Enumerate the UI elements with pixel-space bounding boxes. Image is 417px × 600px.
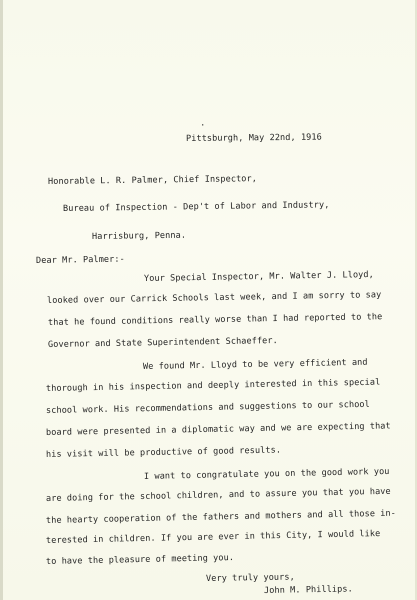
addressee-line-3: Harrisburg, Penna.	[91, 230, 187, 242]
body-line-2: looked over our Carrick Schools last week, and I am sorry to say	[46, 290, 382, 306]
ink-mark: ·	[200, 121, 206, 131]
addressee-line-1: Honorable L. R. Palmer, Chief Inspector,	[47, 174, 258, 187]
body-line-10: I want to congratulate you on the good work you	[143, 466, 390, 482]
body-line-4: Governor and State Superintendent Schaeffer.	[47, 335, 278, 350]
letter-date: Pittsburgh, May 22nd, 1916	[185, 132, 322, 144]
body-line-13: terested in children. If you are ever in this City, I would like	[45, 528, 381, 546]
page-edge-left	[0, 0, 3, 600]
body-line-14: to have the pleasure of meeting you.	[45, 553, 235, 567]
body-line-11: are doing for the school children, and to assure you that you have	[45, 486, 391, 504]
body-line-1: Your Special Inspector, Mr. Walter J. Lloyd,	[143, 269, 374, 284]
body-line-3: that he found conditions really worse than I had reported to the	[47, 312, 383, 328]
body-line-5: We found Mr. Lloyd to be very efficient and	[142, 357, 368, 372]
body-line-12: the hearty cooperation of the fathers and mothers and all those in-	[45, 508, 397, 526]
addressee-line-2: Bureau of Inspection - Dep't of Labor and Industry,	[62, 200, 330, 214]
body-line-8: board were presented in a diplomatic way and we are expecting that	[45, 421, 391, 438]
letter-signature: John M. Phillips.	[263, 584, 353, 596]
letter-closing: Very truly yours,	[205, 572, 295, 584]
body-line-6: thorough in his inspection and deeply interested in this special	[45, 377, 381, 394]
salutation: Dear Mr. Palmer:-	[35, 254, 125, 266]
body-line-9: his visit will be productive of good results.	[45, 445, 282, 460]
body-line-7: school work. His recommendations and suggestions to our school	[45, 399, 370, 416]
